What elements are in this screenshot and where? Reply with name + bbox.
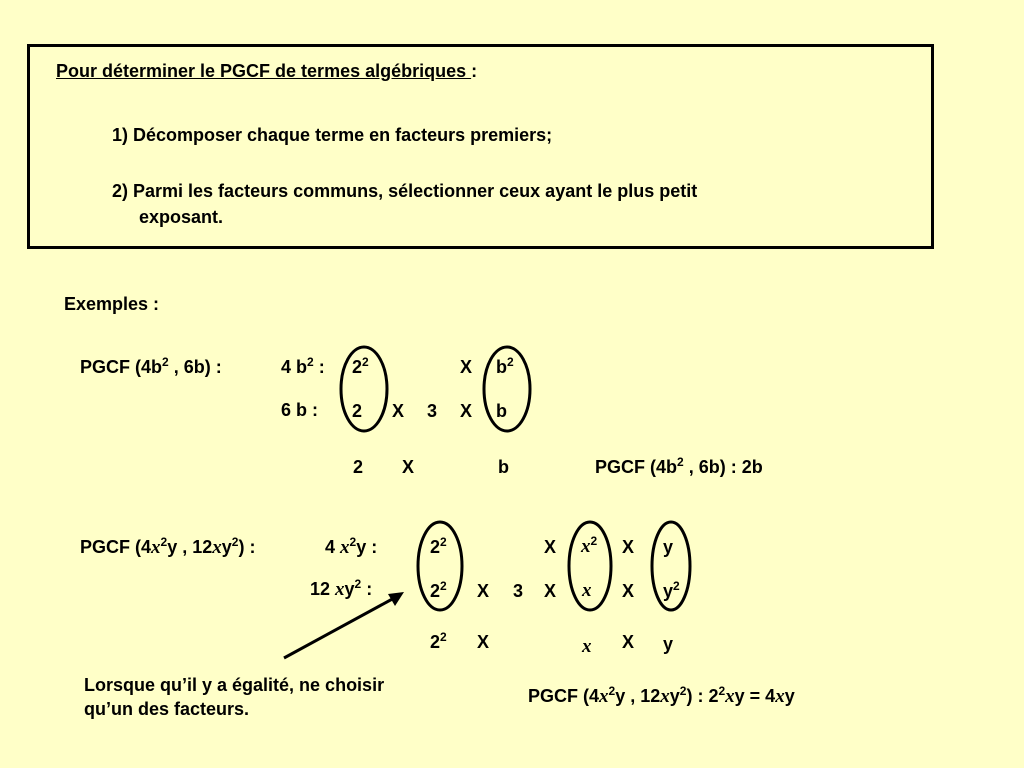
ex2-row2-times-3: X	[622, 581, 635, 601]
ex1-row2-times-1: X	[392, 401, 405, 421]
ex2-row1-factor-xsq: $x^2$	[581, 534, 598, 557]
ex1-term1-label: 4 $b^2$ :	[281, 355, 325, 377]
ex2-row1-factor-y: y	[663, 537, 674, 557]
rule-step-2-line-2: exposant.	[139, 207, 224, 227]
ex2-row2-factor-2sq: $2^2$	[430, 579, 447, 601]
ex1-row2-factor-3: 3	[427, 401, 438, 421]
ex2-selected-times-1: X	[477, 632, 490, 652]
examples-label: Exemples :	[64, 294, 160, 314]
ex1-row1-factor-2sq: $2^2$	[352, 355, 369, 377]
ex1-oval-2	[341, 347, 387, 431]
ex1-selected-times: X	[402, 457, 415, 477]
ex2-term2-label: 12 $xy^2$ :	[310, 577, 373, 600]
ex2-row2-factor-ysq: $y^2$	[663, 579, 680, 601]
note-arrow-line	[284, 597, 396, 658]
ex2-row1-times-1: X	[544, 537, 557, 557]
ex2-selected-y: y	[663, 634, 674, 654]
note-line-2: qu’un des facteurs.	[84, 699, 250, 719]
ex1-term2-label: 6 b :	[281, 400, 319, 420]
ex1-row2-factor-b: b	[496, 401, 507, 421]
ex2-selected-times-2: X	[622, 632, 635, 652]
ex2-pgcf-label: PGCF ($4x^2y$ , $12xy^2$) :	[80, 535, 256, 558]
ex1-selected-2: 2	[353, 457, 364, 477]
ex2-row2-factor-x: x	[582, 580, 592, 601]
ex2-selected-2sq: $2^2$	[430, 630, 447, 652]
ex2-oval-x	[569, 522, 611, 610]
note-line-1: Lorsque qu’il y a égalité, ne choisir	[84, 675, 385, 695]
ex1-row1-factor-bsq: $b^2$	[496, 355, 514, 377]
ex2-term1-label: 4 $x^2y$ :	[325, 535, 378, 558]
ex1-row1-times: X	[460, 357, 473, 377]
ex2-row1-factor-2sq: $2^2$	[430, 535, 447, 557]
ex1-selected-b: b	[498, 457, 509, 477]
ex2-selected-x: x	[582, 636, 592, 657]
ex2-row1-times-2: X	[622, 537, 635, 557]
ex2-result: PGCF ($4x^2y$ , $12xy^2$) : $2^2xy = 4xy$	[528, 684, 795, 707]
ex1-result: PGCF ($4b^2$ , 6b) : 2b	[595, 455, 763, 477]
ex1-row2-factor-2: 2	[352, 401, 363, 421]
rule-step-1: 1) Décomposer chaque terme en facteurs premiers;	[112, 125, 553, 145]
ex2-row2-factor-3: 3	[513, 581, 524, 601]
ex1-pgcf-label: PGCF ($4b^2$ , 6b) :	[80, 355, 222, 377]
rule-title: Pour déterminer le PGCF de termes algébriques :	[56, 61, 478, 81]
ex2-row2-times-1: X	[477, 581, 490, 601]
ex2-row2-times-2: X	[544, 581, 557, 601]
ex1-row2-times-2: X	[460, 401, 473, 421]
ex2-oval-y	[652, 522, 690, 610]
ex1-oval-b	[484, 347, 530, 431]
rule-step-2-line-1: 2) Parmi les facteurs communs, sélectionner ceux ayant le plus petit	[112, 181, 698, 201]
ex2-oval-2	[418, 522, 462, 610]
